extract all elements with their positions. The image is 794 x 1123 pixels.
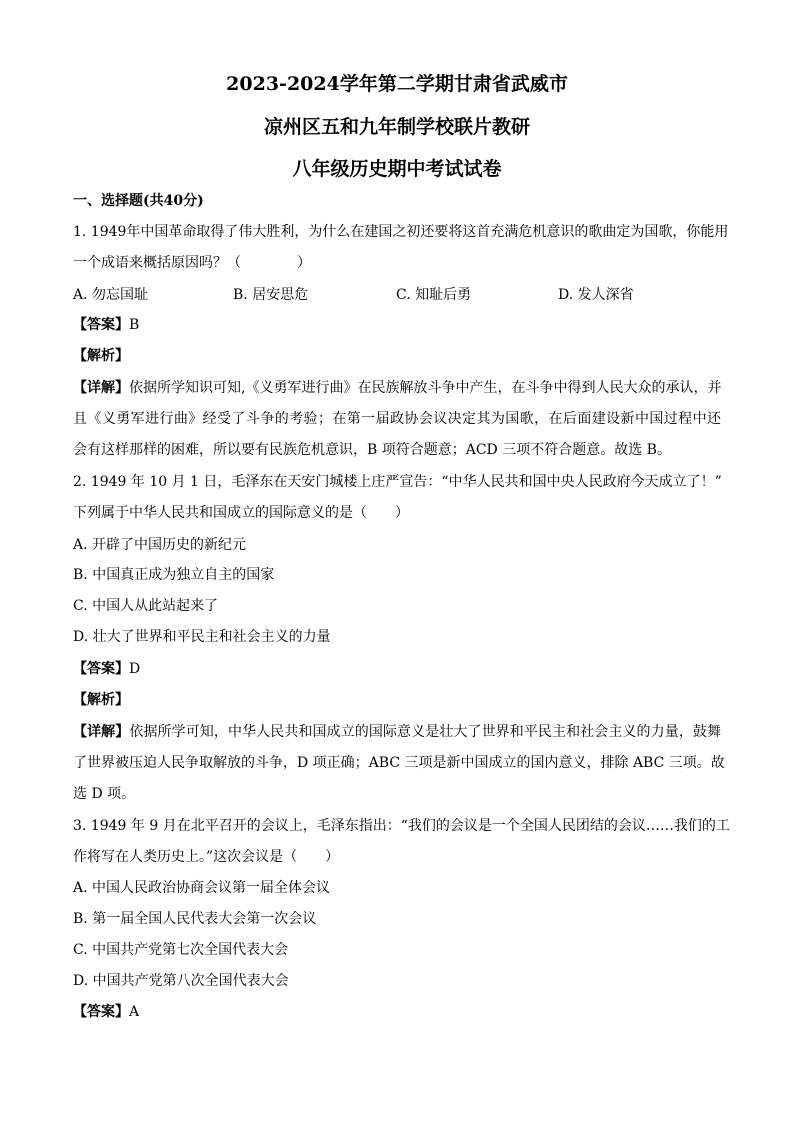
q2-analysis-tag: 【解析】 bbox=[73, 692, 129, 708]
q1-option-b: B. 居安思危 bbox=[233, 287, 309, 303]
q1-detail-line-1 bbox=[73, 378, 721, 398]
q3-answer bbox=[73, 1002, 139, 1022]
q1-answer bbox=[73, 315, 139, 335]
q2-answer bbox=[73, 659, 140, 679]
q3-option-d: D. 中国共产党第八次全国代表大会 bbox=[73, 973, 289, 989]
detail-text: 依据所学可知，中华人民共和国成立的国际意义是壮大了世界和平民主和社会主义的力量，鼓舞 bbox=[129, 724, 722, 740]
q2-option-c: C. 中国人从此站起来了 bbox=[73, 598, 219, 614]
answer-tag: 【答案】 bbox=[73, 317, 129, 333]
answer-value: A bbox=[129, 1004, 140, 1020]
detail-tag: 【详解】 bbox=[73, 380, 129, 396]
q2-option-b: B. 中国真正成为独立自主的国家 bbox=[73, 567, 275, 583]
q3-stem-line-2: 作将写在人类历史上。”这次会议是（ ） bbox=[73, 849, 340, 865]
q2-detail-line-3: 选 D 项。 bbox=[73, 786, 136, 802]
q2-detail-line-2: 了世界被压迫人民争取解放的斗争，D 项正确；ABC 三项是新中国成立的国内意义，排除 ABC 三项。故 bbox=[73, 755, 725, 771]
detail-tag: 【详解】 bbox=[73, 724, 130, 740]
q1-analysis-tag: 【解析】 bbox=[73, 348, 129, 364]
q1-detail-line-2: 且《义勇军进行曲》经受了斗争的考验；在第一届政协会议决定其为国歌，在后面建设新中国过程中还 bbox=[73, 411, 721, 427]
q2-option-d: D. 壮大了世界和平民主和社会主义的力量 bbox=[73, 629, 331, 645]
q2-stem-line-1: 2. 1949 年 10 月 1 日，毛泽东在天安门城楼上庄严宣告：“中华人民共和国中央人民政府今天成立了！” bbox=[73, 474, 722, 490]
q3-option-a: A. 中国人民政治协商会议第一届全体会议 bbox=[73, 880, 331, 896]
q2-detail-line-1 bbox=[73, 722, 721, 742]
q1-stem-line-1: 1. 1949年中国革命取得了伟大胜利，为什么在建国之初还要将这首充满危机意识的歌曲定为国歌，你能用 bbox=[73, 224, 729, 240]
section-heading: 一、选择题(共40分) bbox=[73, 193, 204, 209]
detail-text: 依据所学知识可知,《义勇军进行曲》在民族解放斗争中产生，在斗争中得到人民大众的承认，并 bbox=[129, 380, 722, 396]
q3-option-b: B. 第一届全国人民代表大会第一次会议 bbox=[73, 911, 317, 927]
answer-tag: 【答案】 bbox=[73, 661, 129, 677]
q1-stem-line-2: 一个成语来概括原因吗？（ ） bbox=[73, 255, 311, 271]
q2-stem-line-2: 下列属于中华人民共和国成立的国际意义的是（ ） bbox=[73, 505, 409, 521]
q1-detail-line-3: 会有这样那样的困难，所以要有民族危机意识，B 项符合题意；ACD 三项不符合题意。故选 B。 bbox=[73, 442, 671, 458]
q3-stem-line-1: 3. 1949 年 9 月在北平召开的会议上，毛泽东指出：“我们的会议是一个全国人民团结的会议……我们的工 bbox=[73, 818, 730, 834]
q1-option-a: A. 勿忘国耻 bbox=[73, 287, 149, 303]
q3-option-c: C. 中国共产党第七次全国代表大会 bbox=[73, 942, 289, 958]
q2-option-a: A. 开辟了中国历史的新纪元 bbox=[73, 537, 247, 553]
answer-value: D bbox=[129, 661, 141, 677]
q1-option-d: D. 发人深省 bbox=[558, 287, 634, 303]
answer-tag: 【答案】 bbox=[73, 1004, 129, 1020]
exam-title-line-2: 凉州区五和九年制学校联片教研 bbox=[263, 116, 530, 138]
exam-title-line-1: 2023-2024学年第二学期甘肃省武威市 bbox=[226, 73, 568, 95]
q1-option-c: C. 知耻后勇 bbox=[396, 287, 472, 303]
exam-title-line-3: 八年级历史期中考试试卷 bbox=[292, 158, 502, 180]
answer-value: B bbox=[129, 317, 140, 333]
